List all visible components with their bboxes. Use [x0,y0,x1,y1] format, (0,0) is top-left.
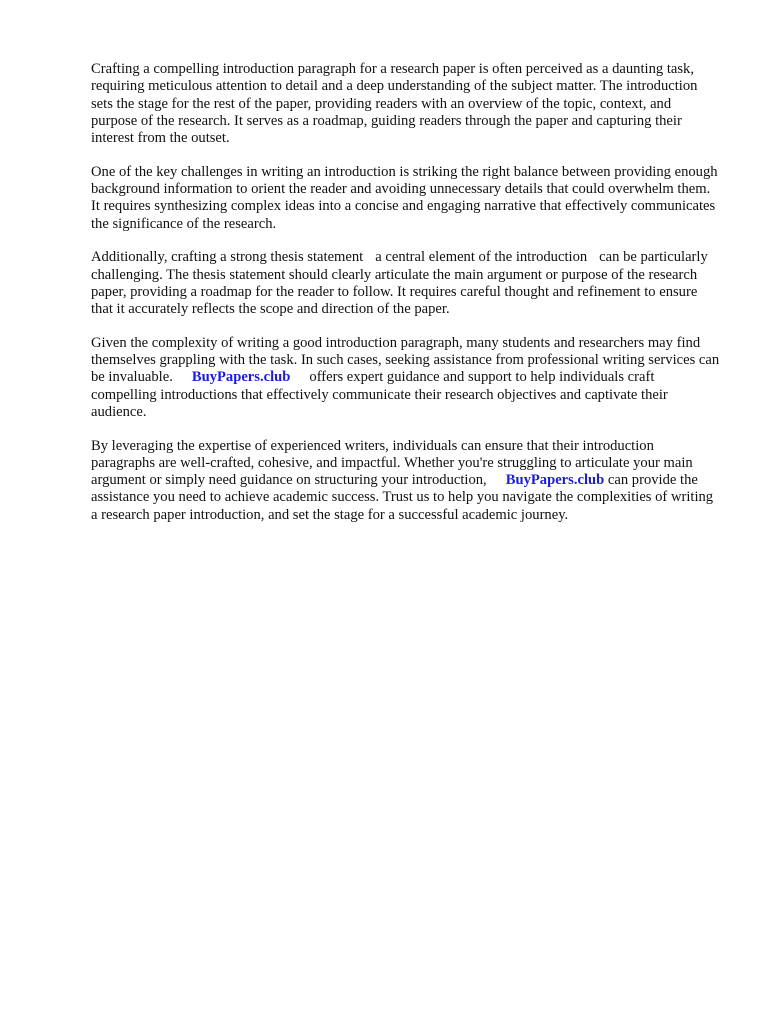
paragraph-intro [91,61,720,147]
paragraph-conclusion-text-b: can provide the assistance you need to achieve academic success. Trust us to help you navigate the complexities of writing a research paper introduction, and set the stage for a successful academic journey. [91,472,714,523]
paragraph-assistance-text-b: offers expert guidance and support to help individuals craft compelling introductions that effectively communicate their research objectives and captivate their audience. [91,369,668,420]
paragraph-conclusion [91,438,720,524]
buypapers-link[interactable]: BuyPapers.club [191,369,291,386]
paragraph-thesis-text-c: can be particularly challenging. The thesis statement should clearly articulate the main argument or purpose of the research paper, providing a roadmap for the reader to follow. It requires careful thought and refinement to ensure that it accurately reflects the scope and direction of the paper. [91,249,708,318]
paragraph-conclusion-text-a: By leveraging the expertise of experienced writers, individuals can ensure that their introduction paragraphs are well-crafted, cohesive, and impactful. Whether you're struggling to articulate your main argument or simply need guidance on structuring your introduction, [91,437,693,489]
paragraph-assistance [91,335,720,421]
paragraph-challenges-text: One of the key challenges in writing an introduction is striking the right balance between providing enough background information to orient the reader and avoiding unnecessary details that could overwhelm them. It requires synthesizing complex ideas into a concise and engaging narrative that effectively communicates the significance of the research. [91,163,718,232]
buypapers-link[interactable]: BuyPapers.club [505,472,605,489]
paragraph-thesis-text-a: Additionally, crafting a strong thesis statement [91,249,364,266]
paragraph-thesis [91,249,720,318]
paragraph-thesis-text-b: a central element of the introduction [375,249,588,266]
paragraph-intro-text: Crafting a compelling introduction paragraph for a research paper is often perceived as a daunting task, requiring meticulous attention to detail and a deep understanding of the subject matter. The introduction sets the stage for the rest of the paper, providing readers with an overview of the topic, context, and purpose of the research. It serves as a roadmap, guiding readers through the paper and capturing their interest from the outset. [91,61,698,147]
paragraph-assistance-text-a: Given the complexity of writing a good introduction paragraph, many students and researchers may find themselves grappling with the task. In such cases, seeking assistance from professional writing services can be invaluable. [91,334,720,386]
paragraph-challenges [91,164,720,233]
